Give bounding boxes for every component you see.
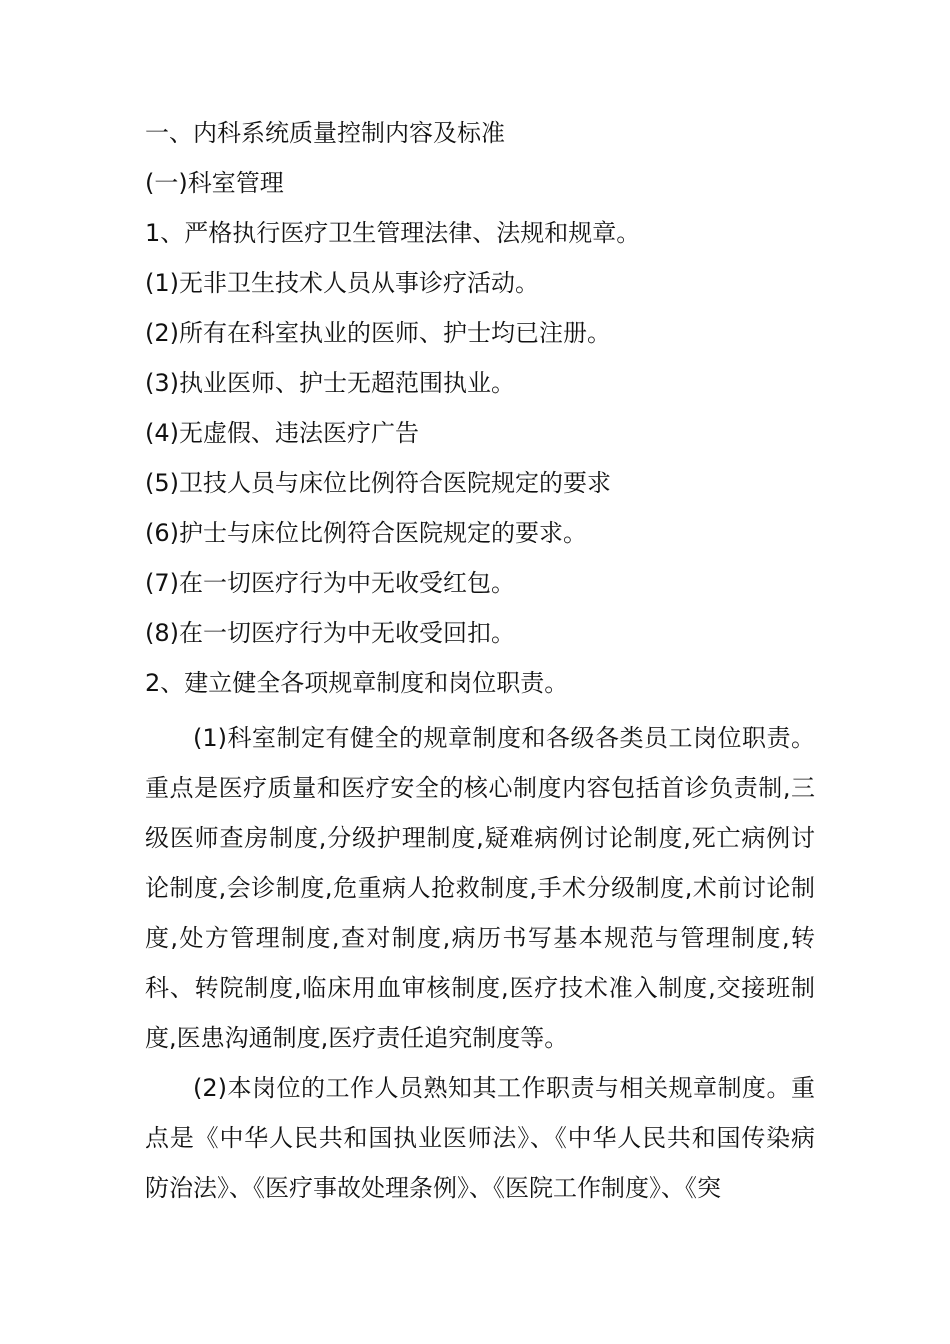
item-1-subitem: (1)无非卫生技术人员从事诊疗活动。	[145, 269, 539, 297]
item-1-subitem: (3)执业医师、护士无超范围执业。	[145, 369, 515, 397]
item-1-subitem: (5)卫技人员与床位比例符合医院规定的要求	[145, 469, 611, 497]
item-1-subitem: (8)在一切医疗行为中无收受回扣。	[145, 619, 515, 647]
document-heading: 一、内科系统质量控制内容及标准	[145, 119, 505, 147]
document-body	[145, 113, 815, 1213]
item-1-subitem: (6)护士与床位比例符合医院规定的要求。	[145, 519, 587, 547]
item-2-paragraph: (2)本岗位的工作人员熟知其工作职责与相关规章制度。重点是《中华人民共和国执业医师法》、《中华人民共和国传染病防治法》、《医疗事故处理条例》、《医院工作制度》、《突	[145, 1074, 815, 1202]
item-2-title: 2、建立健全各项规章制度和岗位职责。	[145, 669, 569, 697]
item-2-paragraph: (1)科室制定有健全的规章制度和各级各类员工岗位职责。重点是医疗质量和医疗安全的核心制度内容包括首诊负责制,三级医师查房制度,分级护理制度,疑难病例讨论制度,死亡病例讨论制度,会诊制度,危重病人抢救制度,手术分级制度,术前讨论制度,处方管理制度,查对制度,病历书写基本规范与管理制度,转科、转院制度,临床用血审核制度,医疗技术准入制度,交接班制度,医患沟通制度,医疗责任追究制度等。	[145, 724, 815, 1052]
item-1-subitem: (2)所有在科室执业的医师、护士均已注册。	[145, 319, 611, 347]
item-1-subitem: (7)在一切医疗行为中无收受红包。	[145, 569, 515, 597]
item-1-title: 1、严格执行医疗卫生管理法律、法规和规章。	[145, 219, 641, 247]
item-1-subitem: (4)无虚假、违法医疗广告	[145, 419, 419, 447]
section-title: (一)科室管理	[145, 169, 284, 197]
